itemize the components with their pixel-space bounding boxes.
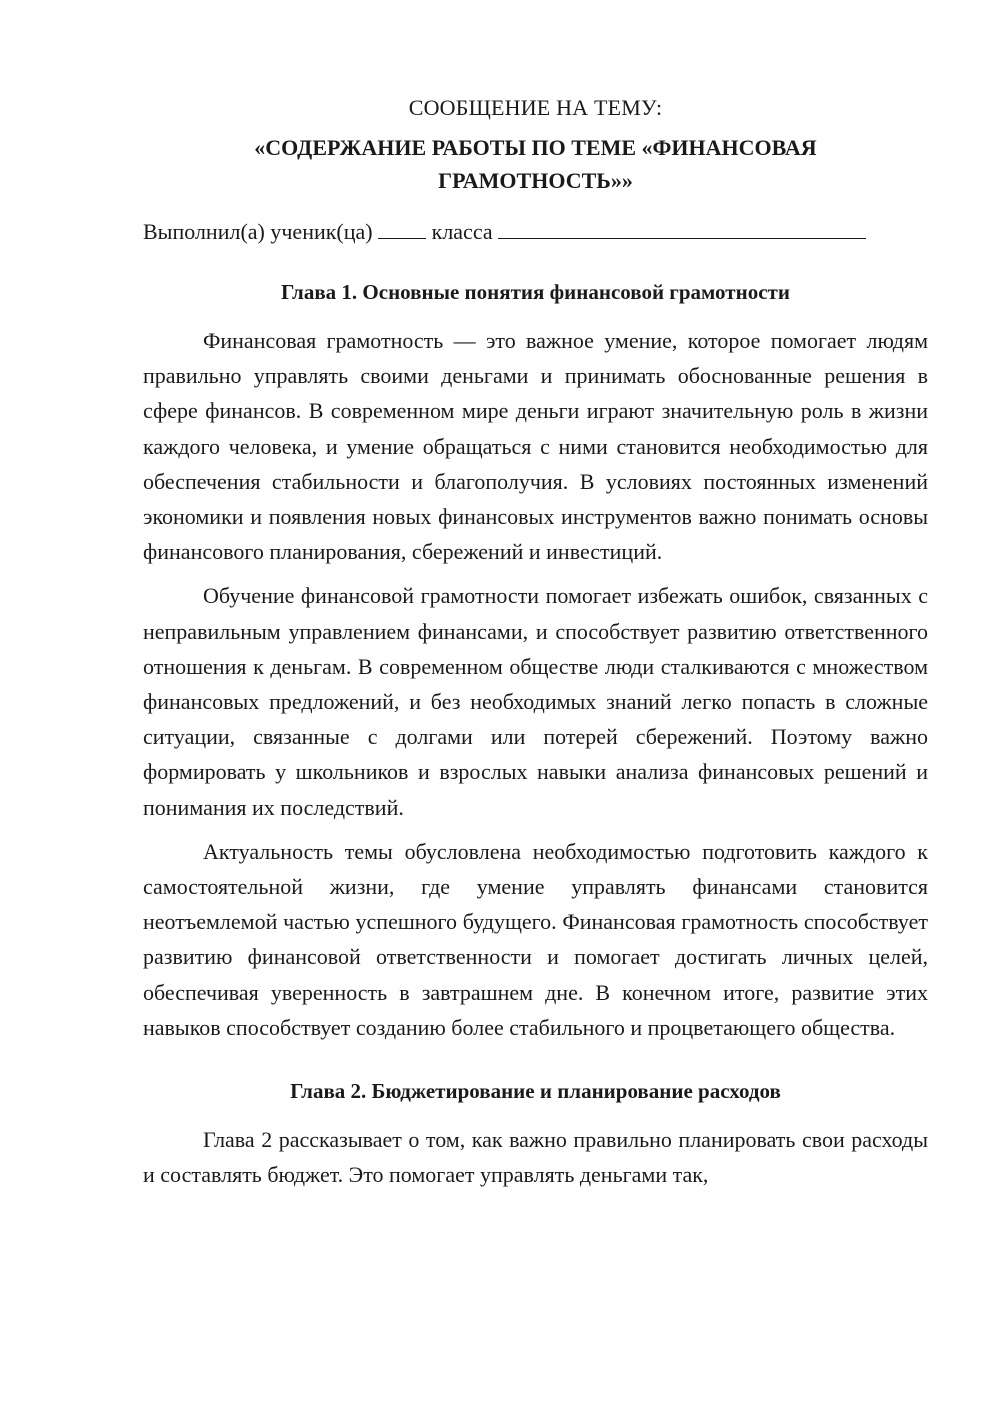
author-line [143, 216, 928, 247]
chapter-2-heading: Глава 2. Бюджетирование и планирование расходов [290, 1079, 781, 1104]
chapter-1-paragraph-1: Финансовая грамотность — это важное умение, которое помогает людям правильно управлять своими деньгами и принимать обоснованные решения в сфере финансов. В современном мире деньги играют значительную роль в жизни каждого человека, и умение обращаться с ними становится необходимостью для обеспечения стабильности и благополучия. В условиях постоянных изменений экономики и появления новых финансовых инструментов важно понимать основы финансового планирования, сбережений и инвестиций. [143, 328, 928, 565]
document-label: СООБЩЕНИЕ НА ТЕМУ: [408, 95, 663, 120]
student-name-blank [498, 216, 866, 239]
document-title: «СОДЕРЖАНИЕ РАБОТЫ ПО ТЕМЕ «ФИНАНСОВАЯ ГРАМОТНОСТЬ»» [254, 135, 817, 193]
class-number-blank [378, 216, 426, 239]
chapter-2-paragraph-1: Глава 2 рассказывает о том, как важно правильно планировать свои расходы и составлять бюджет. Это помогает управлять деньгами так, [143, 1127, 928, 1188]
chapter-1-paragraph-3: Актуальность темы обусловлена необходимостью подготовить каждого к самостоятельной жизни, где умение управлять финансами становится неотъемлемой частью успешного будущего. Финансовая грамотность способствует развитию финансовой ответственности и помогает достигать личных целей, обеспечивая уверенность в завтрашнем дне. В конечном итоге, развитие этих навыков способствует созданию более стабильного и процветающего общества. [143, 838, 928, 1040]
chapter-1-heading: Глава 1. Основные понятия финансовой грамотности [281, 280, 790, 304]
chapter-1-paragraph-2: Обучение финансовой грамотности помогает избежать ошибок, связанных с неправильным управлением финансами, и способствует развитию ответственного отношения к деньгам. В современном обществе люди сталкиваются с множеством финансовых предложений, и без необходимых знаний легко попасть в сложные ситуации, связанные с долгами или потерей сбережений. Поэтому важно формировать у школьников и взрослых навыки анализа финансовых решений и понимания их последствий. [143, 583, 928, 820]
author-class-word: класса [431, 219, 493, 244]
author-prefix: Выполнил(а) ученик(ца) [143, 219, 373, 244]
